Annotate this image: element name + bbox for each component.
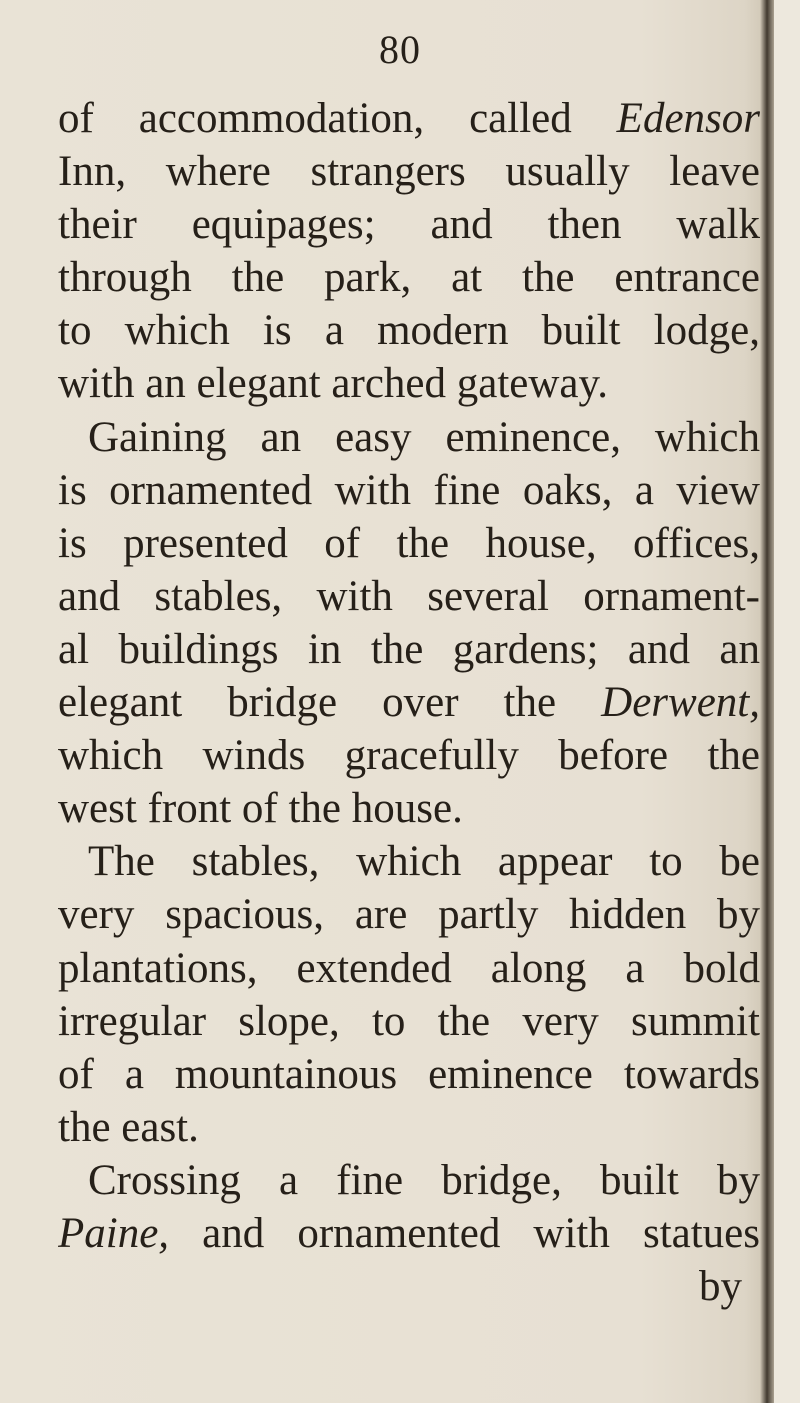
binding-shadow <box>760 0 774 1403</box>
text-line <box>58 570 760 623</box>
text-run: with an elegant arched gateway. <box>58 360 608 408</box>
italic-text-run: Paine, <box>58 1209 170 1257</box>
text-line <box>58 676 760 729</box>
text-line <box>58 942 760 995</box>
text-run: Crossing a fine bridge, built by <box>88 1156 760 1204</box>
text-line <box>58 145 760 198</box>
text-run: is presented of the house, offices, <box>58 519 760 567</box>
text-line <box>58 1154 760 1207</box>
page-number: 80 <box>379 27 421 72</box>
text-run: is ornamented with fine oaks, a view <box>58 466 760 514</box>
text-line <box>58 1207 760 1260</box>
text-line <box>58 623 760 676</box>
text-run: through the park, at the entrance <box>58 254 760 302</box>
text-line <box>58 251 760 304</box>
text-run: the east. <box>58 1103 199 1151</box>
text-run: plantations, extended along a bold <box>58 944 760 992</box>
text-run: their equipages; and then walk <box>58 201 760 249</box>
text-line <box>58 517 760 570</box>
text-run: west front of the house. <box>58 785 463 833</box>
text-line <box>58 92 760 145</box>
text-line <box>58 995 760 1048</box>
text-run: The stables, which appear to be <box>88 838 760 886</box>
text-line <box>58 782 760 835</box>
text-run: to which is a modern built lodge, <box>58 307 760 355</box>
text-run: by <box>699 1263 742 1311</box>
text-run: and ornamented with statues <box>169 1209 760 1257</box>
text-run: irregular slope, to the very summit <box>58 997 760 1045</box>
body-text <box>58 92 760 1313</box>
text-run: of a mountainous eminence towards <box>58 1050 760 1098</box>
text-run: al buildings in the gardens; and an <box>58 625 760 673</box>
text-line <box>58 1101 760 1154</box>
catchword <box>58 1260 760 1313</box>
text-line <box>58 835 760 888</box>
text-line <box>58 198 760 251</box>
text-line <box>58 729 760 782</box>
text-line <box>58 304 760 357</box>
text-run: and stables, with several ornament- <box>58 572 760 620</box>
text-line <box>58 464 760 517</box>
text-line <box>58 411 760 464</box>
text-line <box>58 1048 760 1101</box>
italic-text-run: Derwent, <box>601 679 760 727</box>
text-run: elegant bridge over the <box>58 679 602 727</box>
text-run: Inn, where strangers usually leave <box>58 148 760 196</box>
adjacent-page-edge <box>774 0 800 1403</box>
text-run: Gaining an easy eminence, which <box>88 413 760 461</box>
text-line <box>58 888 760 941</box>
text-run: of accommodation, called <box>58 95 617 142</box>
italic-text-run: Edensor <box>616 95 760 142</box>
text-line <box>58 357 760 410</box>
text-run: which winds gracefully before the <box>58 732 760 780</box>
text-run: very spacious, are partly hidden by <box>58 891 760 939</box>
